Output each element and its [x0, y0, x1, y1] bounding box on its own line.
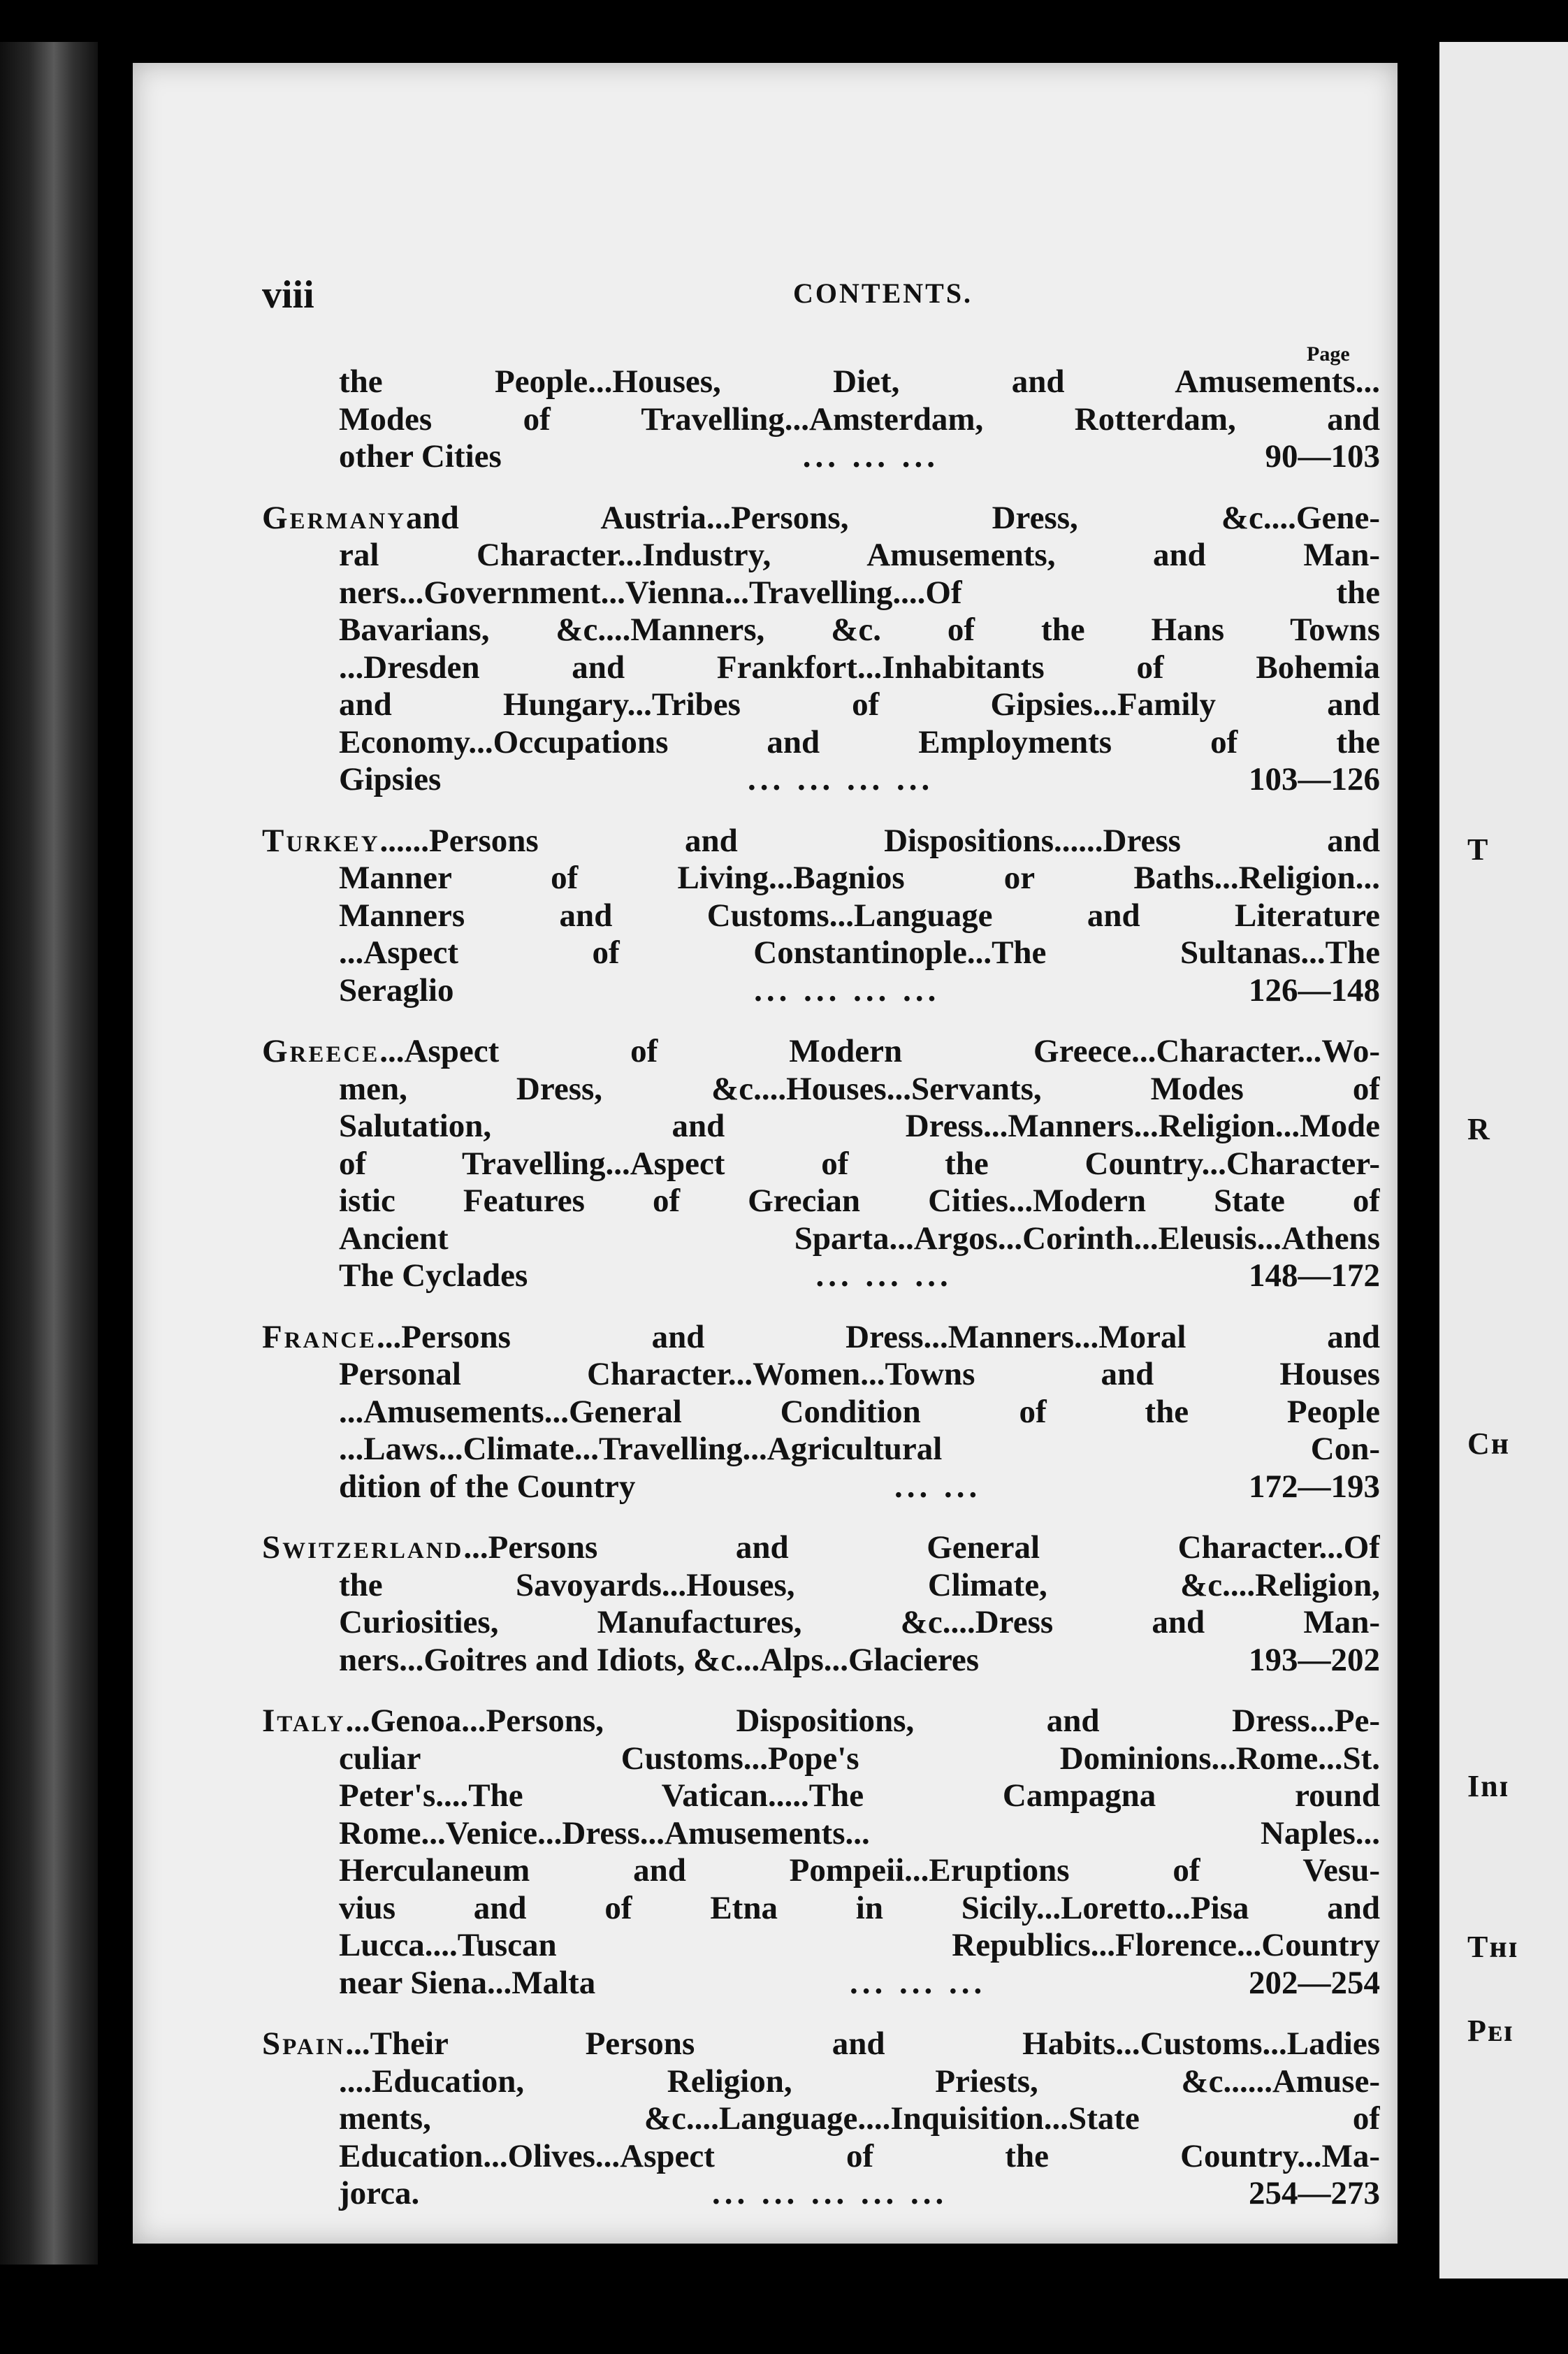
facing-page-fragment: Cн — [1467, 1427, 1511, 1461]
facing-page-fragment: R — [1467, 1112, 1491, 1146]
entry-heading: Spain — [262, 2026, 346, 2062]
entry-final-text: ners...Goitres and Idiots, &c...Alps...Glacieres — [339, 1641, 980, 1678]
page-range: 172—193 — [1249, 1468, 1380, 1505]
running-head: CONTENTS. — [793, 277, 973, 309]
entry-line: ners...Government...Vienna...Travelling....Of the — [339, 574, 1380, 611]
entry-final-line — [262, 2175, 1380, 2213]
entry-final-line — [262, 1965, 1380, 2002]
entry-line: Modes of Travelling...Amsterdam, Rotterdam, and — [339, 400, 1380, 438]
page-range: 126—148 — [1249, 972, 1380, 1009]
entry-text: ......Persons and Dispositions......Dress and — [379, 822, 1380, 859]
entry-line: Lucca....Tuscan Republics...Florence...Country — [339, 1927, 1380, 1963]
entry-line: the People...Houses, Diet, and Amusements... — [339, 363, 1380, 400]
contents-page — [133, 63, 1398, 2244]
entry-line: ...Dresden and Frankfort...Inhabitants of Bohemia — [339, 649, 1380, 686]
entry-line: Bavarians, &c....Manners, &c. of the Hans Towns — [339, 612, 1380, 648]
dot-leaders: ... ... ... — [850, 1964, 987, 2001]
contents-entry — [262, 1529, 1380, 1679]
entry-line: Personal Character...Women...Towns and Houses — [339, 1356, 1380, 1392]
entry-line — [262, 1529, 1380, 1567]
facing-page-fragment: T — [1467, 832, 1490, 867]
entry-line — [262, 1703, 1380, 1740]
contents-entry — [262, 823, 1380, 1010]
entry-line: ....Education, Religion, Priests, &c......Amuse- — [339, 2063, 1380, 2100]
entry-line — [262, 500, 1380, 537]
entry-line: Curiosities, Manufactures, &c....Dress and Man- — [339, 1604, 1380, 1640]
contents-entry — [262, 2026, 1380, 2213]
entry-line — [262, 823, 1380, 860]
page-range: 193—202 — [1249, 1641, 1380, 1678]
entry-line: vius and of Etna in Sicily...Loretto...Pisa and — [339, 1889, 1380, 1926]
entry-line: Salutation, and Dress...Manners...Religion...Mode — [339, 1108, 1380, 1144]
entry-text: ...Genoa...Persons, Dispositions, and Dress...Pe- — [345, 1703, 1380, 1739]
entry-line: of Travelling...Aspect of the Country...Character- — [339, 1145, 1380, 1182]
page-range: 148—172 — [1249, 1257, 1380, 1294]
page-header — [262, 273, 1380, 322]
entry-heading: Greece — [262, 1033, 380, 1069]
entry-text: and Austria...Persons, Dress, &c....Gene- — [406, 499, 1380, 536]
entry-final-line — [262, 1257, 1380, 1295]
page-folio: viii — [262, 273, 314, 317]
page-column-label: Page — [1307, 342, 1350, 366]
entry-line: ...Laws...Climate...Travelling...Agricultural Con- — [339, 1431, 1380, 1467]
page-range: 202—254 — [1249, 1964, 1380, 2001]
entry-final-text: Gipsies — [339, 761, 442, 797]
entry-line: Herculaneum and Pompeii...Eruptions of Vesu- — [339, 1852, 1380, 1889]
entry-text: ...Persons and General Character...Of — [463, 1529, 1380, 1566]
entry-heading: Italy — [262, 1703, 346, 1739]
entry-line: Manners and Customs...Language and Literature — [339, 897, 1380, 934]
contents-list — [262, 363, 1380, 2237]
entry-line: Education...Olives...Aspect of the Country...Ma- — [339, 2137, 1380, 2174]
dot-leaders: ... ... ... — [802, 438, 940, 475]
facing-page-fragment: Tнɪ — [1467, 1930, 1519, 1964]
dot-leaders: ... ... ... ... — [748, 761, 934, 797]
entry-line — [262, 1033, 1380, 1071]
entry-final-text: The Cyclades — [339, 1257, 528, 1294]
entry-final-text: Seraglio — [339, 972, 454, 1009]
entry-text: ...Aspect of Modern Greece...Character...Wo- — [379, 1033, 1380, 1069]
entry-line: the Savoyards...Houses, Climate, &c....Religion, — [339, 1566, 1380, 1603]
entry-final-line — [262, 1642, 1380, 1680]
entry-line: ments, &c....Language....Inquisition...State of — [339, 2100, 1380, 2137]
facing-page-fragment: Pᴇɪ — [1467, 2014, 1514, 2048]
entry-line: Economy...Occupations and Employments of the — [339, 723, 1380, 760]
contents-entry — [262, 500, 1380, 799]
entry-final-text: jorca. — [339, 2175, 420, 2211]
contents-entry — [262, 1319, 1380, 1506]
entry-final-line — [262, 761, 1380, 799]
entry-line: ...Amusements...General Condition of the People — [339, 1393, 1380, 1430]
entry-line: Peter's....The Vatican.....The Campagna round — [339, 1777, 1380, 1814]
entry-line: ral Character...Industry, Amusements, and Man- — [339, 537, 1380, 573]
contents-entry — [262, 1703, 1380, 2002]
entry-text: ...Persons and Dress...Manners...Moral and — [377, 1318, 1380, 1355]
entry-final-line — [262, 1468, 1380, 1506]
entry-line: Ancient Sparta...Argos...Corinth...Eleusis...Athens — [339, 1220, 1380, 1257]
entry-final-text: near Siena...Malta — [339, 1964, 596, 2001]
entry-line: istic Features of Grecian Cities...Modern State of — [339, 1183, 1380, 1219]
book-spine — [0, 42, 98, 2265]
entry-final-text: dition of the Country — [339, 1468, 636, 1505]
entry-final-line — [262, 438, 1380, 476]
entry-heading: France — [262, 1318, 377, 1355]
page-range: 90—103 — [1265, 438, 1380, 475]
entry-line — [262, 2026, 1380, 2063]
entry-heading: Turkey — [262, 822, 380, 859]
facing-page-fragment: Inɪ — [1467, 1769, 1510, 1803]
page-range: 254—273 — [1249, 2175, 1380, 2211]
dot-leaders: ... ... ... ... ... — [712, 2175, 948, 2211]
dot-leaders: ... ... ... ... — [754, 972, 941, 1009]
entry-line: ...Aspect of Constantinople...The Sultanas...The — [339, 934, 1380, 971]
page-range: 103—126 — [1249, 761, 1380, 797]
entry-line: Rome...Venice...Dress...Amusements... Naples... — [339, 1814, 1380, 1851]
entry-line: and Hungary...Tribes of Gipsies...Family and — [339, 686, 1380, 723]
entry-line: Manner of Living...Bagnios or Baths...Religion... — [339, 860, 1380, 896]
contents-entry — [262, 363, 1380, 476]
dot-leaders: ... ... — [894, 1468, 982, 1505]
entry-line — [262, 1319, 1380, 1357]
entry-final-text: other Cities — [339, 438, 502, 475]
entry-heading: Germany — [262, 499, 407, 536]
entry-heading: Switzerland — [262, 1529, 464, 1566]
contents-entry — [262, 1033, 1380, 1295]
dot-leaders: ... ... ... — [815, 1257, 952, 1294]
facing-page-edge — [1439, 42, 1568, 2279]
entry-line: culiar Customs...Pope's Dominions...Rome...St. — [339, 1740, 1380, 1777]
entry-line: men, Dress, &c....Houses...Servants, Modes of — [339, 1070, 1380, 1107]
entry-text: ...Their Persons and Habits...Customs...Ladies — [345, 2026, 1380, 2062]
entry-final-line — [262, 972, 1380, 1010]
